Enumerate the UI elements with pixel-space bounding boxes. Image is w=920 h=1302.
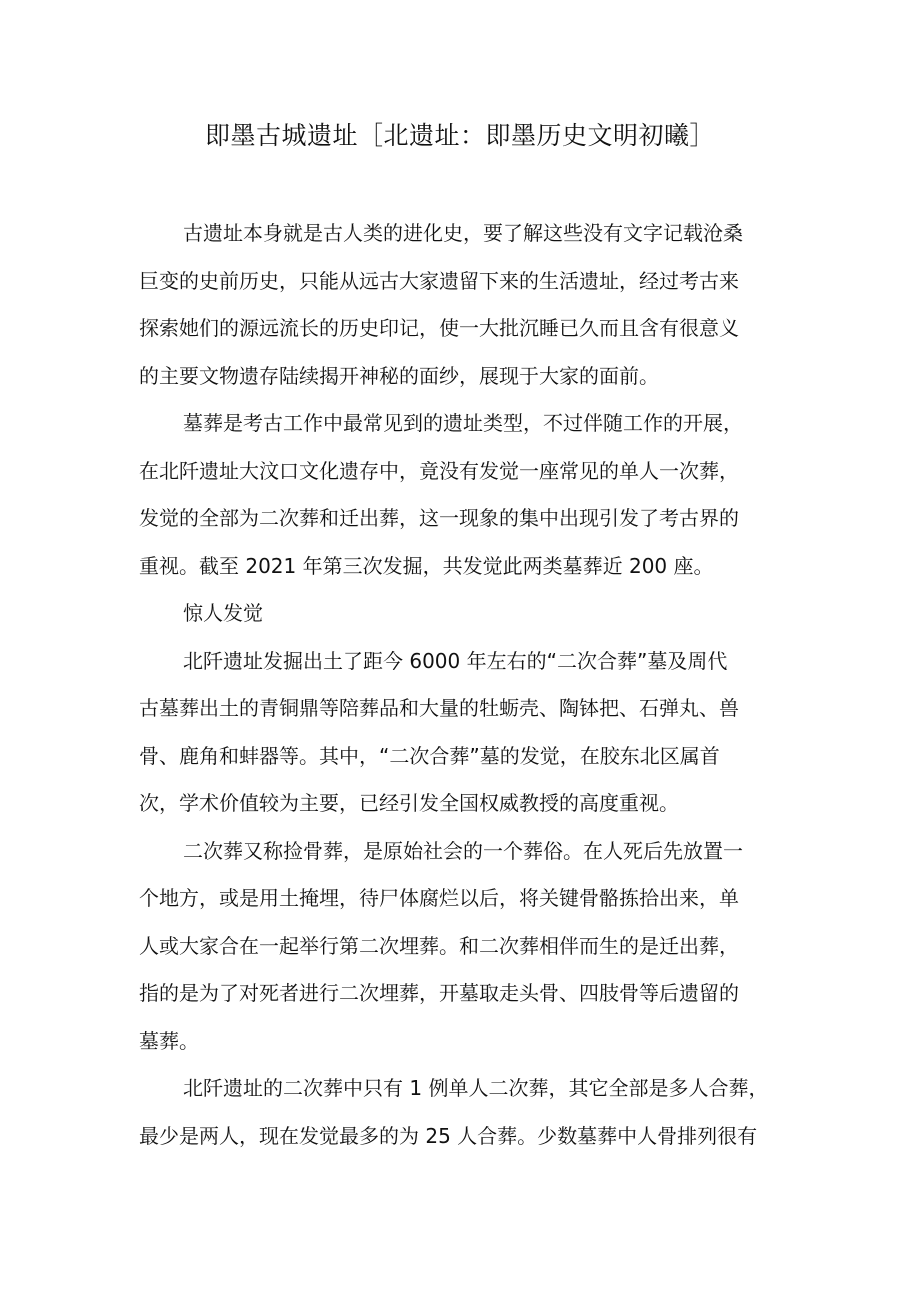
text-line: 个地方，或是用土掩埋，待尸体腐烂以后，将关键骨骼拣拾出来，单 — [139, 886, 739, 910]
text-line: 次，学术价值较为主要，已经引发全国权威教授的高度重视。 — [139, 791, 679, 815]
text-line: 的主要文物遗存陆续揭开神秘的面纱，展现于大家的面前。 — [139, 363, 659, 388]
text-line: 北阡遗址的二次葬中只有 1 例单人二次葬，其它全部是多人合葬， — [183, 1076, 769, 1100]
text-line: 巨变的史前历史，只能从远古大家遗留下来的生活遗址，经过考古来 — [139, 268, 739, 293]
text-line: 墓葬是考古工作中最常见到的遗址类型，不过伴随工作的开展， — [183, 411, 743, 435]
text-line: 北阡遗址发掘出土了距今 6000 年左右的“二次合葬”墓及周代 — [183, 648, 728, 673]
text-line: 最少是两人，现在发觉最多的为 25 人合葬。少数墓葬中人骨排列很有 — [139, 1123, 758, 1148]
text-line: 二次葬又称捡骨葬，是原始社会的一个葬俗。在人死后先放置一 — [183, 838, 743, 863]
text-line: 骨、鹿角和蚌器等。其中，“二次合葬”墓的发觉，在胶东北区属首 — [139, 743, 720, 768]
text-line: 在北阡遗址大汶口文化遗存中，竟没有发觉一座常见的单人一次葬， — [139, 458, 739, 483]
text-line: 重视。截至 2021 年第三次发掘，共发觉此两类墓葬近 200 座。 — [139, 553, 714, 578]
document-body — [139, 210, 789, 1160]
document-title: 即墨古城遗址［北遗址：即墨历史文明初曦］ — [204, 121, 715, 150]
text-line: 指的是为了对死者进行二次埋葬，开墓取走头骨、四肢骨等后遗留的 — [139, 981, 739, 1005]
text-line: 人或大家合在一起举行第二次埋葬。和二次葬相伴而生的是迁出葬， — [139, 933, 739, 958]
text-line: 古墓葬出土的青铜鼎等陪葬品和大量的牡蛎壳、陶钵把、石弹丸、兽 — [139, 696, 739, 720]
text-line: 发觉的全部为二次葬和迁出葬，这一现象的集中出现引发了考古界的 — [139, 506, 739, 530]
section-heading: 惊人发觉 — [183, 601, 263, 625]
text-line: 古遗址本身就是古人类的进化史，要了解这些没有文字记载沧桑 — [183, 221, 743, 245]
text-line: 探索她们的源远流长的历史印记，使一大批沉睡已久而且含有很意义 — [139, 316, 739, 340]
text-line: 墓葬。 — [139, 1028, 199, 1053]
